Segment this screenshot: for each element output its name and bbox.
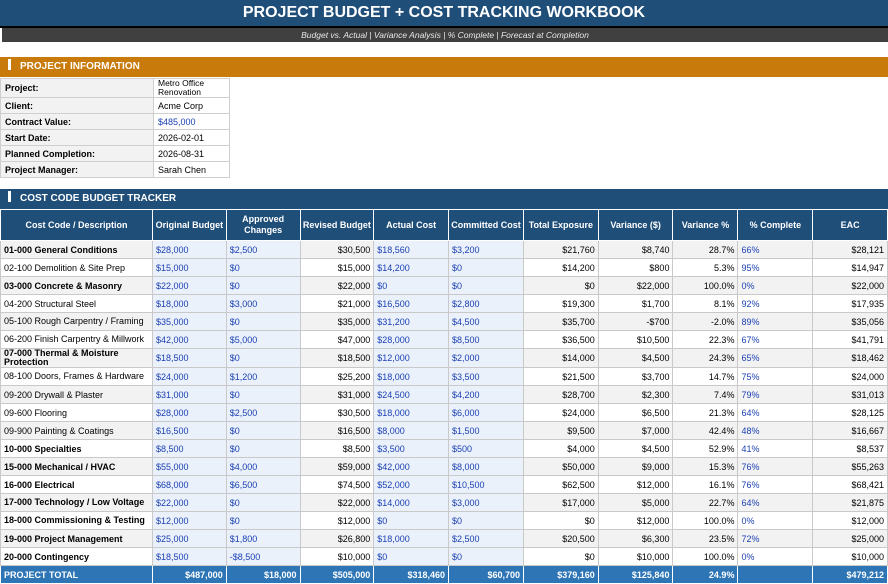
- total-cell: $479,212: [813, 566, 888, 584]
- calculated-cell: $74,500: [300, 476, 374, 494]
- calculated-cell: 7.4%: [673, 386, 738, 404]
- percent-complete-cell[interactable]: 0%: [738, 277, 813, 295]
- input-cell[interactable]: $0: [374, 512, 449, 530]
- project-info-label: Start Date:: [1, 130, 154, 146]
- calculated-cell: $12,000: [813, 512, 888, 530]
- calculated-cell: $28,121: [813, 241, 888, 259]
- calculated-cell: $14,000: [523, 349, 598, 368]
- total-cell: $318,460: [374, 566, 449, 584]
- calculated-cell: $21,000: [300, 295, 374, 313]
- input-cell[interactable]: $0: [226, 259, 300, 277]
- calculated-cell: $0: [523, 277, 598, 295]
- input-cell[interactable]: $8,000: [448, 458, 523, 476]
- input-cell[interactable]: $2,500: [226, 241, 300, 259]
- calculated-cell: 100.0%: [673, 512, 738, 530]
- calculated-cell: $8,500: [300, 440, 374, 458]
- input-cell[interactable]: $6,500: [226, 476, 300, 494]
- calculated-cell: 100.0%: [673, 277, 738, 295]
- project-info-label: Planned Completion:: [1, 146, 154, 162]
- calculated-cell: $0: [523, 512, 598, 530]
- input-cell[interactable]: $42,000: [152, 331, 226, 349]
- calculated-cell: 22.7%: [673, 494, 738, 512]
- input-cell[interactable]: $18,560: [374, 241, 449, 259]
- input-cell[interactable]: $25,000: [152, 530, 226, 548]
- column-header: Actual Cost: [374, 210, 449, 241]
- calculated-cell: $16,667: [813, 422, 888, 440]
- percent-complete-cell[interactable]: 64%: [738, 494, 813, 512]
- calculated-cell: $22,000: [813, 277, 888, 295]
- input-cell[interactable]: $2,000: [448, 349, 523, 368]
- calculated-cell: $25,200: [300, 368, 374, 386]
- project-info-row: [1, 130, 230, 146]
- calculated-cell: $14,200: [523, 259, 598, 277]
- calculated-cell: 22.3%: [673, 331, 738, 349]
- cost-code-row: [1, 368, 888, 386]
- project-info-row: [1, 162, 230, 178]
- project-total-row: [1, 566, 888, 584]
- cost-code-description: 10-000 Specialties: [1, 440, 153, 458]
- calculated-cell: $19,300: [523, 295, 598, 313]
- percent-complete-cell[interactable]: 89%: [738, 313, 813, 331]
- calculated-cell: $1,700: [598, 295, 673, 313]
- project-info-table: [0, 78, 230, 178]
- input-cell[interactable]: $0: [226, 349, 300, 368]
- column-header: % Complete: [738, 210, 813, 241]
- input-cell[interactable]: $0: [226, 512, 300, 530]
- calculated-cell: $24,000: [813, 368, 888, 386]
- input-cell[interactable]: $18,500: [152, 548, 226, 566]
- input-cell[interactable]: $6,000: [448, 404, 523, 422]
- calculated-cell: $22,000: [598, 277, 673, 295]
- cost-code-description: 08-100 Doors, Frames & Hardware: [1, 368, 153, 386]
- calculated-cell: $9,500: [523, 422, 598, 440]
- calculated-cell: $21,875: [813, 494, 888, 512]
- calculated-cell: $8,740: [598, 241, 673, 259]
- calculated-cell: $2,300: [598, 386, 673, 404]
- cost-code-description: 19-000 Project Management: [1, 530, 153, 548]
- input-cell[interactable]: $12,000: [374, 349, 449, 368]
- cost-tracker-header: [0, 189, 888, 209]
- cost-code-description: 09-600 Flooring: [1, 404, 153, 422]
- project-info-value[interactable]: $485,000: [154, 114, 230, 130]
- calculated-cell: $21,500: [523, 368, 598, 386]
- cost-code-description: 04-200 Structural Steel: [1, 295, 153, 313]
- cost-code-row: [1, 440, 888, 458]
- input-cell[interactable]: $4,500: [448, 313, 523, 331]
- total-cell: $18,000: [226, 566, 300, 584]
- cost-code-row: [1, 404, 888, 422]
- project-info-value[interactable]: Sarah Chen: [154, 162, 230, 178]
- calculated-cell: 24.3%: [673, 349, 738, 368]
- calculated-cell: $7,000: [598, 422, 673, 440]
- cost-code-row: [1, 295, 888, 313]
- percent-complete-cell[interactable]: 66%: [738, 241, 813, 259]
- calculated-cell: $16,500: [300, 422, 374, 440]
- calculated-cell: $28,125: [813, 404, 888, 422]
- cost-code-row: [1, 494, 888, 512]
- percent-complete-cell[interactable]: 65%: [738, 349, 813, 368]
- calculated-cell: 52.9%: [673, 440, 738, 458]
- calculated-cell: $10,000: [300, 548, 374, 566]
- calculated-cell: $28,700: [523, 386, 598, 404]
- calculated-cell: 42.4%: [673, 422, 738, 440]
- column-header: Original Budget: [152, 210, 226, 241]
- calculated-cell: $9,000: [598, 458, 673, 476]
- cost-code-row: [1, 458, 888, 476]
- calculated-cell: $4,500: [598, 349, 673, 368]
- percent-complete-cell[interactable]: 95%: [738, 259, 813, 277]
- calculated-cell: $18,500: [300, 349, 374, 368]
- input-cell[interactable]: $14,200: [374, 259, 449, 277]
- input-cell[interactable]: $3,200: [448, 241, 523, 259]
- column-header: Variance %: [673, 210, 738, 241]
- total-cell: [738, 566, 813, 584]
- calculated-cell: $10,500: [598, 331, 673, 349]
- calculated-cell: $21,760: [523, 241, 598, 259]
- calculated-cell: $4,500: [598, 440, 673, 458]
- input-cell[interactable]: $8,500: [448, 331, 523, 349]
- calculated-cell: $14,947: [813, 259, 888, 277]
- calculated-cell: $24,000: [523, 404, 598, 422]
- cost-code-description: 18-000 Commissioning & Testing: [1, 512, 153, 530]
- input-cell[interactable]: $5,000: [226, 331, 300, 349]
- calculated-cell: $12,000: [300, 512, 374, 530]
- workbook-title: PROJECT BUDGET + COST TRACKING WORKBOOK: [0, 0, 888, 28]
- calculated-cell: $800: [598, 259, 673, 277]
- project-info-row: [1, 79, 230, 98]
- input-cell[interactable]: $1,800: [226, 530, 300, 548]
- calculated-cell: $15,000: [300, 259, 374, 277]
- input-cell[interactable]: $14,000: [374, 494, 449, 512]
- calculated-cell: $6,500: [598, 404, 673, 422]
- calculated-cell: $22,000: [300, 277, 374, 295]
- input-cell[interactable]: $8,500: [152, 440, 226, 458]
- column-header: Revised Budget: [300, 210, 374, 241]
- input-cell[interactable]: $15,000: [152, 259, 226, 277]
- input-cell[interactable]: $3,000: [226, 295, 300, 313]
- column-header: Total Exposure: [523, 210, 598, 241]
- calculated-cell: 21.3%: [673, 404, 738, 422]
- input-cell[interactable]: $2,500: [448, 530, 523, 548]
- project-info-value[interactable]: 2026-02-01: [154, 130, 230, 146]
- calculated-cell: $36,500: [523, 331, 598, 349]
- calculated-cell: -$700: [598, 313, 673, 331]
- input-cell[interactable]: $28,000: [152, 241, 226, 259]
- calculated-cell: 8.1%: [673, 295, 738, 313]
- column-header: Approved Changes: [226, 210, 300, 241]
- input-cell[interactable]: $3,000: [448, 494, 523, 512]
- total-cell: $60,700: [448, 566, 523, 584]
- cost-code-description: 15-000 Mechanical / HVAC: [1, 458, 153, 476]
- input-cell[interactable]: $28,000: [152, 404, 226, 422]
- column-header: Committed Cost: [448, 210, 523, 241]
- percent-complete-cell[interactable]: 72%: [738, 530, 813, 548]
- input-cell[interactable]: $0: [226, 386, 300, 404]
- cost-code-row: [1, 331, 888, 349]
- cost-code-row: [1, 476, 888, 494]
- input-cell[interactable]: $16,500: [374, 295, 449, 313]
- input-cell[interactable]: $4,200: [448, 386, 523, 404]
- section-marker-icon: [8, 191, 11, 202]
- input-cell[interactable]: $4,000: [226, 458, 300, 476]
- percent-complete-cell[interactable]: 67%: [738, 331, 813, 349]
- workbook-subtitle: Budget vs. Actual | Variance Analysis | % Complete | Forecast at Completion: [2, 28, 888, 42]
- cost-code-description: 05-100 Rough Carpentry / Framing: [1, 313, 153, 331]
- cost-code-description: 07-000 Thermal & Moisture Protection: [1, 349, 153, 368]
- calculated-cell: $12,000: [598, 512, 673, 530]
- input-cell[interactable]: $10,500: [448, 476, 523, 494]
- input-cell[interactable]: $0: [226, 277, 300, 295]
- cost-code-description: 16-000 Electrical: [1, 476, 153, 494]
- calculated-cell: $5,000: [598, 494, 673, 512]
- input-cell[interactable]: $31,000: [152, 386, 226, 404]
- input-cell[interactable]: $28,000: [374, 331, 449, 349]
- calculated-cell: $59,000: [300, 458, 374, 476]
- tracker-header-row: [1, 210, 888, 241]
- cost-code-description: 17-000 Technology / Low Voltage: [1, 494, 153, 512]
- input-cell[interactable]: $500: [448, 440, 523, 458]
- percent-complete-cell[interactable]: 64%: [738, 404, 813, 422]
- input-cell[interactable]: $31,200: [374, 313, 449, 331]
- cost-code-row: [1, 386, 888, 404]
- input-cell[interactable]: $0: [226, 313, 300, 331]
- project-info-value[interactable]: Metro Office Renovation: [154, 79, 230, 98]
- input-cell[interactable]: $0: [226, 494, 300, 512]
- calculated-cell: $18,462: [813, 349, 888, 368]
- cost-code-tracker-table: [0, 209, 888, 584]
- cost-code-description: 09-200 Drywall & Plaster: [1, 386, 153, 404]
- project-info-title: PROJECT INFORMATION: [20, 61, 140, 72]
- input-cell[interactable]: -$8,500: [226, 548, 300, 566]
- column-header: Cost Code / Description: [1, 210, 153, 241]
- input-cell[interactable]: $3,500: [374, 440, 449, 458]
- input-cell[interactable]: $2,800: [448, 295, 523, 313]
- column-header: Variance ($): [598, 210, 673, 241]
- percent-complete-cell[interactable]: 41%: [738, 440, 813, 458]
- percent-complete-cell[interactable]: 76%: [738, 458, 813, 476]
- calculated-cell: 15.3%: [673, 458, 738, 476]
- project-info-value[interactable]: Acme Corp: [154, 98, 230, 114]
- input-cell[interactable]: $1,200: [226, 368, 300, 386]
- total-cell: $125,840: [598, 566, 673, 584]
- project-info-label: Client:: [1, 98, 154, 114]
- calculated-cell: 23.5%: [673, 530, 738, 548]
- cost-code-description: 01-000 General Conditions: [1, 241, 153, 259]
- total-cell: $487,000: [152, 566, 226, 584]
- cost-code-row: [1, 277, 888, 295]
- percent-complete-cell[interactable]: 79%: [738, 386, 813, 404]
- input-cell[interactable]: $0: [448, 548, 523, 566]
- calculated-cell: $35,000: [300, 313, 374, 331]
- percent-complete-cell[interactable]: 75%: [738, 368, 813, 386]
- input-cell[interactable]: $52,000: [374, 476, 449, 494]
- total-cell: $505,000: [300, 566, 374, 584]
- calculated-cell: $30,500: [300, 404, 374, 422]
- input-cell[interactable]: $0: [226, 422, 300, 440]
- cost-code-description: 09-900 Painting & Coatings: [1, 422, 153, 440]
- cost-code-row: [1, 241, 888, 259]
- cost-code-row: [1, 548, 888, 566]
- project-info-label: Contract Value:: [1, 114, 154, 130]
- calculated-cell: $4,000: [523, 440, 598, 458]
- calculated-cell: $41,791: [813, 331, 888, 349]
- calculated-cell: $35,056: [813, 313, 888, 331]
- input-cell[interactable]: $18,500: [152, 349, 226, 368]
- percent-complete-cell[interactable]: 48%: [738, 422, 813, 440]
- input-cell[interactable]: $1,500: [448, 422, 523, 440]
- calculated-cell: 14.7%: [673, 368, 738, 386]
- project-info-row: [1, 98, 230, 114]
- calculated-cell: $17,935: [813, 295, 888, 313]
- project-info-label: Project Manager:: [1, 162, 154, 178]
- input-cell[interactable]: $0: [374, 277, 449, 295]
- calculated-cell: $0: [523, 548, 598, 566]
- calculated-cell: $62,500: [523, 476, 598, 494]
- cost-code-row: [1, 422, 888, 440]
- input-cell[interactable]: $22,000: [152, 494, 226, 512]
- calculated-cell: $20,500: [523, 530, 598, 548]
- calculated-cell: $50,000: [523, 458, 598, 476]
- input-cell[interactable]: $8,000: [374, 422, 449, 440]
- calculated-cell: $31,013: [813, 386, 888, 404]
- percent-complete-cell[interactable]: 76%: [738, 476, 813, 494]
- project-info-label: Project:: [1, 79, 154, 98]
- calculated-cell: $30,500: [300, 241, 374, 259]
- calculated-cell: $3,700: [598, 368, 673, 386]
- project-info-value[interactable]: 2026-08-31: [154, 146, 230, 162]
- calculated-cell: $17,000: [523, 494, 598, 512]
- input-cell[interactable]: $0: [448, 512, 523, 530]
- project-info-row: [1, 114, 230, 130]
- input-cell[interactable]: $2,500: [226, 404, 300, 422]
- calculated-cell: $25,000: [813, 530, 888, 548]
- input-cell[interactable]: $35,000: [152, 313, 226, 331]
- calculated-cell: 28.7%: [673, 241, 738, 259]
- input-cell[interactable]: $42,000: [374, 458, 449, 476]
- calculated-cell: 100.0%: [673, 548, 738, 566]
- calculated-cell: $31,000: [300, 386, 374, 404]
- cost-code-row: [1, 259, 888, 277]
- cost-code-description: 06-200 Finish Carpentry & Millwork: [1, 331, 153, 349]
- cost-code-row: [1, 313, 888, 331]
- calculated-cell: $47,000: [300, 331, 374, 349]
- calculated-cell: $8,537: [813, 440, 888, 458]
- percent-complete-cell[interactable]: 0%: [738, 548, 813, 566]
- calculated-cell: $22,000: [300, 494, 374, 512]
- input-cell[interactable]: $68,000: [152, 476, 226, 494]
- section-marker-icon: [8, 59, 11, 70]
- total-cell: 24.9%: [673, 566, 738, 584]
- calculated-cell: 5.3%: [673, 259, 738, 277]
- input-cell[interactable]: $18,000: [374, 404, 449, 422]
- input-cell[interactable]: $0: [374, 548, 449, 566]
- calculated-cell: $12,000: [598, 476, 673, 494]
- cost-tracker-title: COST CODE BUDGET TRACKER: [20, 193, 177, 204]
- calculated-cell: $10,000: [598, 548, 673, 566]
- calculated-cell: $35,700: [523, 313, 598, 331]
- cost-code-row: [1, 349, 888, 368]
- percent-complete-cell[interactable]: 0%: [738, 512, 813, 530]
- project-total-label: PROJECT TOTAL: [1, 566, 153, 584]
- calculated-cell: 16.1%: [673, 476, 738, 494]
- input-cell[interactable]: $24,500: [374, 386, 449, 404]
- percent-complete-cell[interactable]: 92%: [738, 295, 813, 313]
- input-cell[interactable]: $22,000: [152, 277, 226, 295]
- input-cell[interactable]: $0: [448, 259, 523, 277]
- calculated-cell: $26,800: [300, 530, 374, 548]
- total-cell: $379,160: [523, 566, 598, 584]
- project-info-row: [1, 146, 230, 162]
- calculated-cell: $6,300: [598, 530, 673, 548]
- cost-code-description: 02-100 Demolition & Site Prep: [1, 259, 153, 277]
- input-cell[interactable]: $18,000: [152, 295, 226, 313]
- input-cell[interactable]: $18,000: [374, 530, 449, 548]
- input-cell[interactable]: $12,000: [152, 512, 226, 530]
- input-cell[interactable]: $55,000: [152, 458, 226, 476]
- calculated-cell: -2.0%: [673, 313, 738, 331]
- input-cell[interactable]: $24,000: [152, 368, 226, 386]
- calculated-cell: $68,421: [813, 476, 888, 494]
- calculated-cell: $10,000: [813, 548, 888, 566]
- cost-code-row: [1, 530, 888, 548]
- cost-code-description: 03-000 Concrete & Masonry: [1, 277, 153, 295]
- input-cell[interactable]: $0: [226, 440, 300, 458]
- input-cell[interactable]: $18,000: [374, 368, 449, 386]
- cost-code-description: 20-000 Contingency: [1, 548, 153, 566]
- project-info-header: [0, 57, 888, 77]
- input-cell[interactable]: $3,500: [448, 368, 523, 386]
- column-header: EAC: [813, 210, 888, 241]
- input-cell[interactable]: $0: [448, 277, 523, 295]
- cost-code-row: [1, 512, 888, 530]
- input-cell[interactable]: $16,500: [152, 422, 226, 440]
- calculated-cell: $55,263: [813, 458, 888, 476]
